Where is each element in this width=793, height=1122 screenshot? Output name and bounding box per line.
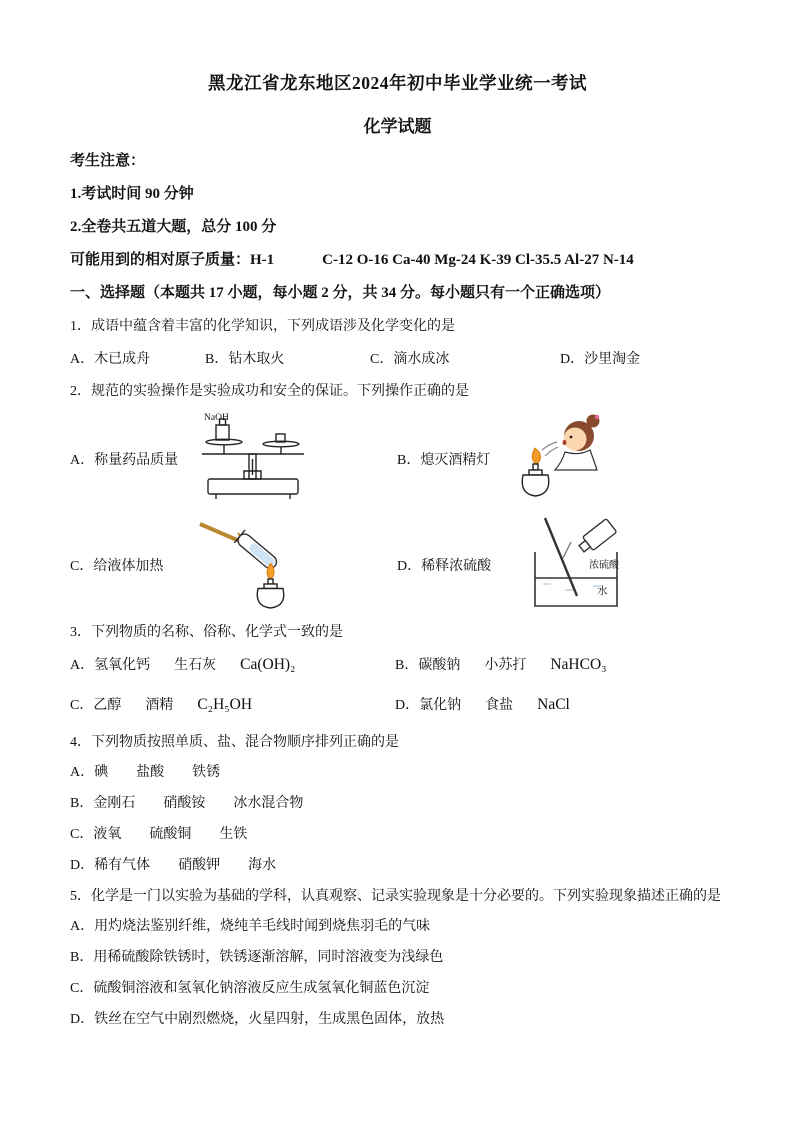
q4-option-a: A．碘 盐酸 铁锈 [70,765,221,780]
balance-scale-illustration [194,409,312,509]
q5-option-a: A．用灼烧法鉴别纤维，烧纯羊毛线时闻到烧焦羽毛的气味 [70,919,431,934]
q2-option-a: A．称量药品质量 [70,453,179,468]
q3-option-a-formula: Ca(OH)₂ [240,656,296,673]
dilute-acid-illustration [505,516,637,614]
q2-figure-a [190,409,397,509]
q5-stem: 5．化学是一门以实验为基础的学科，认真观察、记录实验现象是十分必要的。下列实验现象描述正确的是 [70,889,721,904]
q3-option-a-name: A．氢氧化钙 [70,658,151,673]
q2-option-c: C．给液体加热 [70,559,164,574]
q1-options [70,348,725,368]
heating-liquid-illustration [194,516,314,614]
q3-option-a [70,654,395,674]
notice-exam-time: 1.考试时间 90 分钟 [70,186,194,202]
extinguish-lamp-illustration [505,408,613,510]
notice-total-score: 2.全卷共五道大题，总分 100 分 [70,219,277,235]
q2-figure-d [501,516,725,614]
water-label: 水 [597,586,608,597]
q3-option-b-formula: NaHCO₃ [550,656,607,673]
q2-stem: 2．规范的实验操作是实验成功和安全的保证。下列操作正确的是 [70,384,469,399]
q2-figure-c [190,516,397,614]
q3-option-c-name: C．乙醇 [70,698,122,713]
section-1-heading: 一、选择题（本题共 17 小题，每小题 2 分，共 34 分。每小题只有一个正确选项） [70,285,611,301]
notice-heading: 考生注意： [70,153,146,169]
q3-option-d [395,694,725,714]
q3-row-1 [70,654,725,674]
exam-title: 黑龙江省龙东地区2024年初中毕业学业统一考试 [208,73,587,93]
q1-option-c: C．滴水成冰 [370,352,450,367]
q2-option-b: B．熄灭酒精灯 [397,453,491,468]
q3-option-c-formula: C₂H₅OH [197,696,253,713]
atomic-masses-line [70,252,725,269]
q4-option-d: D．稀有气体 硝酸钾 海水 [70,858,277,873]
naoh-label: NaOH [204,413,229,423]
q3-option-c-alias: 酒精 [145,698,174,713]
q1-option-b: B．钻木取火 [205,352,285,367]
q1-option-a: A．木已成舟 [70,352,151,367]
q3-option-b-name: B．碳酸钠 [395,658,461,673]
atomic-masses-values: C-12 O-16 Ca-40 Mg-24 K-39 Cl-35.5 Al-27 N-14 [322,252,634,268]
q3-option-d-alias: 食盐 [485,698,514,713]
q3-option-d-formula: NaCl [537,696,570,713]
q4-option-c: C．液氧 硫酸铜 生铁 [70,827,248,842]
q2-figure-grid [70,408,725,614]
q5-option-c: C．硫酸铜溶液和氢氧化钠溶液反应生成氢氧化铜蓝色沉淀 [70,981,430,996]
acid-label: 浓硫酸 [589,560,619,571]
q1-stem: 1．成语中蕴含着丰富的化学知识，下列成语涉及化学变化的是 [70,319,455,334]
q2-figure-b [501,408,725,510]
q5-option-b: B．用稀硫酸除铁锈时，铁锈逐渐溶解，同时溶液变为浅绿色 [70,950,444,965]
q4-stem: 4．下列物质按照单质、盐、混合物顺序排列正确的是 [70,735,399,750]
q2-row-cd [70,516,725,614]
q3-row-2 [70,694,725,714]
q3-option-d-name: D．氯化钠 [395,698,462,713]
q5-option-d: D．铁丝在空气中剧烈燃烧，火星四射，生成黑色固体，放热 [70,1012,445,1027]
q2-row-ab [70,408,725,510]
q2-option-d: D．稀释浓硫酸 [397,559,492,574]
q3-option-c [70,694,395,714]
q3-option-b [395,654,725,674]
q3-option-b-alias: 小苏打 [484,658,527,673]
q3-option-a-alias: 生石灰 [174,658,217,673]
q4-option-b: B．金刚石 硝酸铵 冰水混合物 [70,796,304,811]
q3-stem: 3．下列物质的名称、俗称、化学式一致的是 [70,625,343,640]
flame-icon [532,448,540,464]
atomic-masses-label: 可能用到的相对原子质量：H-1 [70,252,275,268]
q1-option-d: D．沙里淘金 [560,352,641,367]
exam-subtitle: 化学试题 [363,117,432,136]
